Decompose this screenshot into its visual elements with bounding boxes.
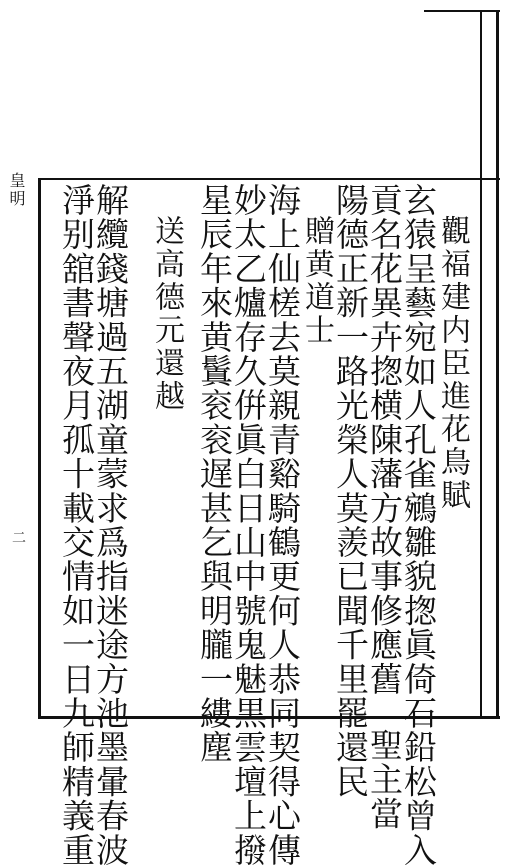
text-column-2: 玄猿呈藝宛如人孔雀鵷雛貌揔眞倚石鉛松曾入 [399,183,438,867]
frame-left-rule [38,178,41,718]
poem-title-1: 觀福建内臣進花鳥賦 [435,215,470,512]
text-column-8: 星辰年來黄鬒衮衮遅甚乞與明朧一縷塵 [195,183,234,765]
frame-top-rule [38,178,500,180]
gutter-page-number: 二 [10,530,26,544]
text-column-10: 解纜錢塘過五湖童蒙求爲指迷途方池墨暈春波 [91,183,130,867]
text-column-11: 淨别舘書聲夜月孤十載交情如一日九師精義重 [57,183,96,867]
frame-right-inner-rule [480,10,482,718]
text-column-7: 妙太乙爐存久倂眞白日山中號鬼魅黒雲壇上撥 [229,183,268,867]
text-column-4: 陽德正新一路光榮人莫羨已聞千里罷還民 [331,183,370,799]
frame-top-stub [424,10,500,12]
text-column-3: 貢名花異卉揔横陳藩方故事修應舊聖主當 [365,183,404,831]
text-column-6: 海上仙槎去莫親青谿騎鶴更何人恭同契得心傳 [263,183,302,867]
frame-right-outer-rule [496,10,499,718]
poem-title-3: 送高德元還越 [149,215,184,413]
poem-title-2: 贈黄道士 [299,215,334,347]
gutter-mark: 皇明 [7,172,26,208]
